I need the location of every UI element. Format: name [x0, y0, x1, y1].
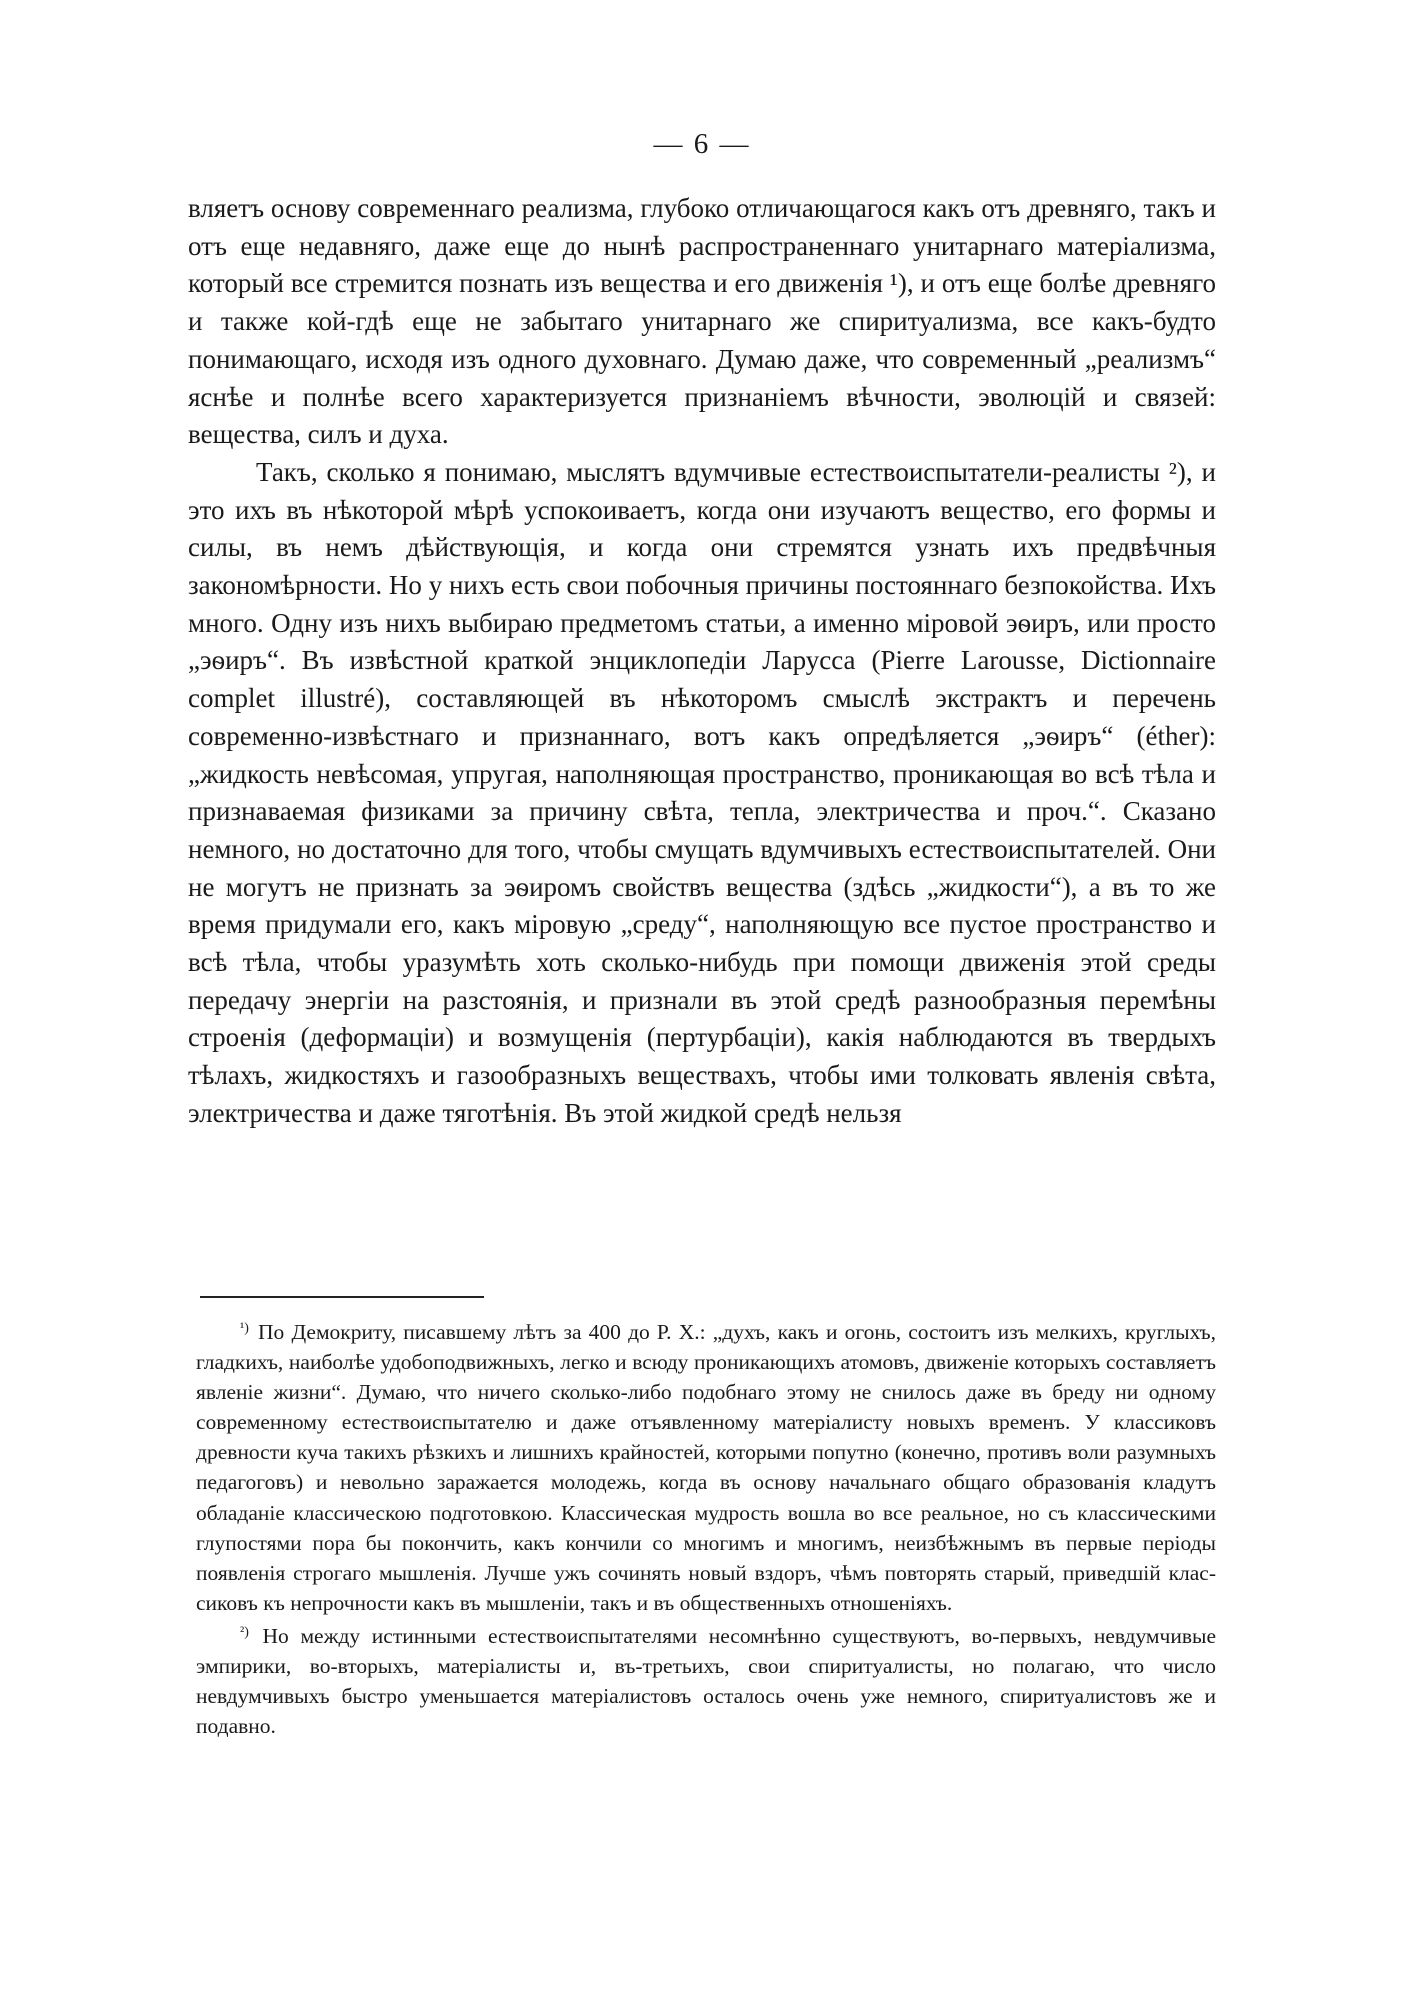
- footnote-1-mark: ¹): [240, 1321, 249, 1336]
- footnote-1-text: По Демокриту, писавшему лѣтъ за 400 до Р. Х.: „духъ, какъ и огонь, состоитъ изъ мелкихъ, круглыхъ, гладкихъ, наиболѣе удобоподвижныхъ, легко и всюду проникающихъ атомовъ, движеніе которыхъ составляетъ явленіе жизни“. Думаю, что ничего сколько-либо подобнаго этому не снилось даже въ бреду ни одному современному естествоиспытателю и даже отъявленному матеріалисту новыхъ временъ. У классиковъ древности куча такихъ рѣзкихъ и лишнихъ крайностей, которыми попутно (конечно, противъ воли разумныхъ педагоговъ) и невольно заражается молодежь, когда въ основу начальнаго общаго образованія кладутъ обладаніе классическою подготовкою. Классическая мудрость вошла во все реальное, но съ классическими глупостями пора бы покончить, какъ кончили со многимъ и многимъ, неизбѣжнымъ въ первые періоды появленія строгаго мышленія. Лучше ужъ сочинять новый вздоръ, чѣмъ повторять старый, приведшій классиковъ къ непрочности какъ въ мышленіи, такъ и въ общественныхъ отношеніяхъ.: [196, 1320, 1216, 1615]
- footnote-divider: [200, 1296, 484, 1298]
- main-text: [188, 190, 1216, 1133]
- footnote-2-text: Но между истинными естествоиспытателями несомнѣнно существуютъ, во-первыхъ, невдумчивые эмпирики, во-вторыхъ, матеріалисты и, въ-третьихъ, свои спиритуалисты, но полагаю, что число невдумчивыхъ быстро уменьшается матеріалистовъ осталось очень уже немного, спиритуалистовъ же и подавно.: [196, 1623, 1216, 1739]
- footnote-2-mark: ²): [240, 1624, 249, 1640]
- footnote-2: [196, 1618, 1216, 1741]
- paragraph-1: вляетъ основу современнаго реализма, глубоко отличающагося какъ отъ древняго, такъ и отъ еще недавняго, даже еще до нынѣ распространеннаго унитарнаго матеріализма, который все стремится познать изъ вещества и его движенія ¹), и отъ еще болѣе древняго и также кой-гдѣ еще не забытаго унитарнаго же спиритуализма, все какъ-будто понимающаго, исходя изъ одного духовнаго. Думаю даже, что современный „реализмъ“ яснѣе и полнѣе всего характеризуется признаніемъ вѣчности, эволюцій и связей: вещества, силъ и духа.: [188, 193, 1216, 450]
- paragraph-2: Такъ, сколько я понимаю, мыслятъ вдумчивые естествоиспытатели-реалисты ²), и это ихъ въ нѣкоторой мѣрѣ успокоиваетъ, когда они изучаютъ вещество, его формы и силы, въ немъ дѣйствующія, и когда они стремятся узнать ихъ предвѣчныя закономѣрности. Но у нихъ есть свои побочныя причины постояннаго безпокойства. Ихъ много. Одну изъ нихъ выбираю предметомъ статьи, а именно міровой эѳиръ, или просто „эѳиръ“. Въ извѣстной краткой энциклопедіи Ларусса (Pierre Larousse, Dictionnaire complet illustré), составляющей въ нѣкоторомъ смыслѣ экстрактъ и перечень современно-извѣстнаго и признаннаго, вотъ какъ опредѣляется „эѳиръ“ (éther): „жидкость невѣсомая, упругая, наполняющая пространство, проникающая во всѣ тѣла и признаваемая физиками за причину свѣта, тепла, электричества и проч.“. Сказано немного, но достаточно для того, чтобы смущать вдумчивыхъ естествоиспытателей. Они не могутъ не признать за эѳиромъ свойствъ вещества (здѣсь „жидкости“), а въ то же время придумали его, какъ міровую „среду“, наполняющую все пустое пространство и всѣ тѣла, чтобы уразумѣть хоть сколько-нибудь при помощи движенія этой среды передачу энергіи на разстоянія, и признали въ этой средѣ разнообразныя перемѣны строенія (деформаціи) и возмущенія (пертурбаціи), какія наблюдаются въ твердыхъ тѣлахъ, жидкостяхъ и газообразныхъ веществахъ, чтобы ими толковать явленія свѣта, электричества и даже тяготѣнія. Въ этой жидкой средѣ нельзя: [188, 456, 1216, 1128]
- page-number: — 6 —: [653, 128, 751, 160]
- footnotes: [196, 1314, 1216, 1741]
- footnote-1: [196, 1314, 1216, 1618]
